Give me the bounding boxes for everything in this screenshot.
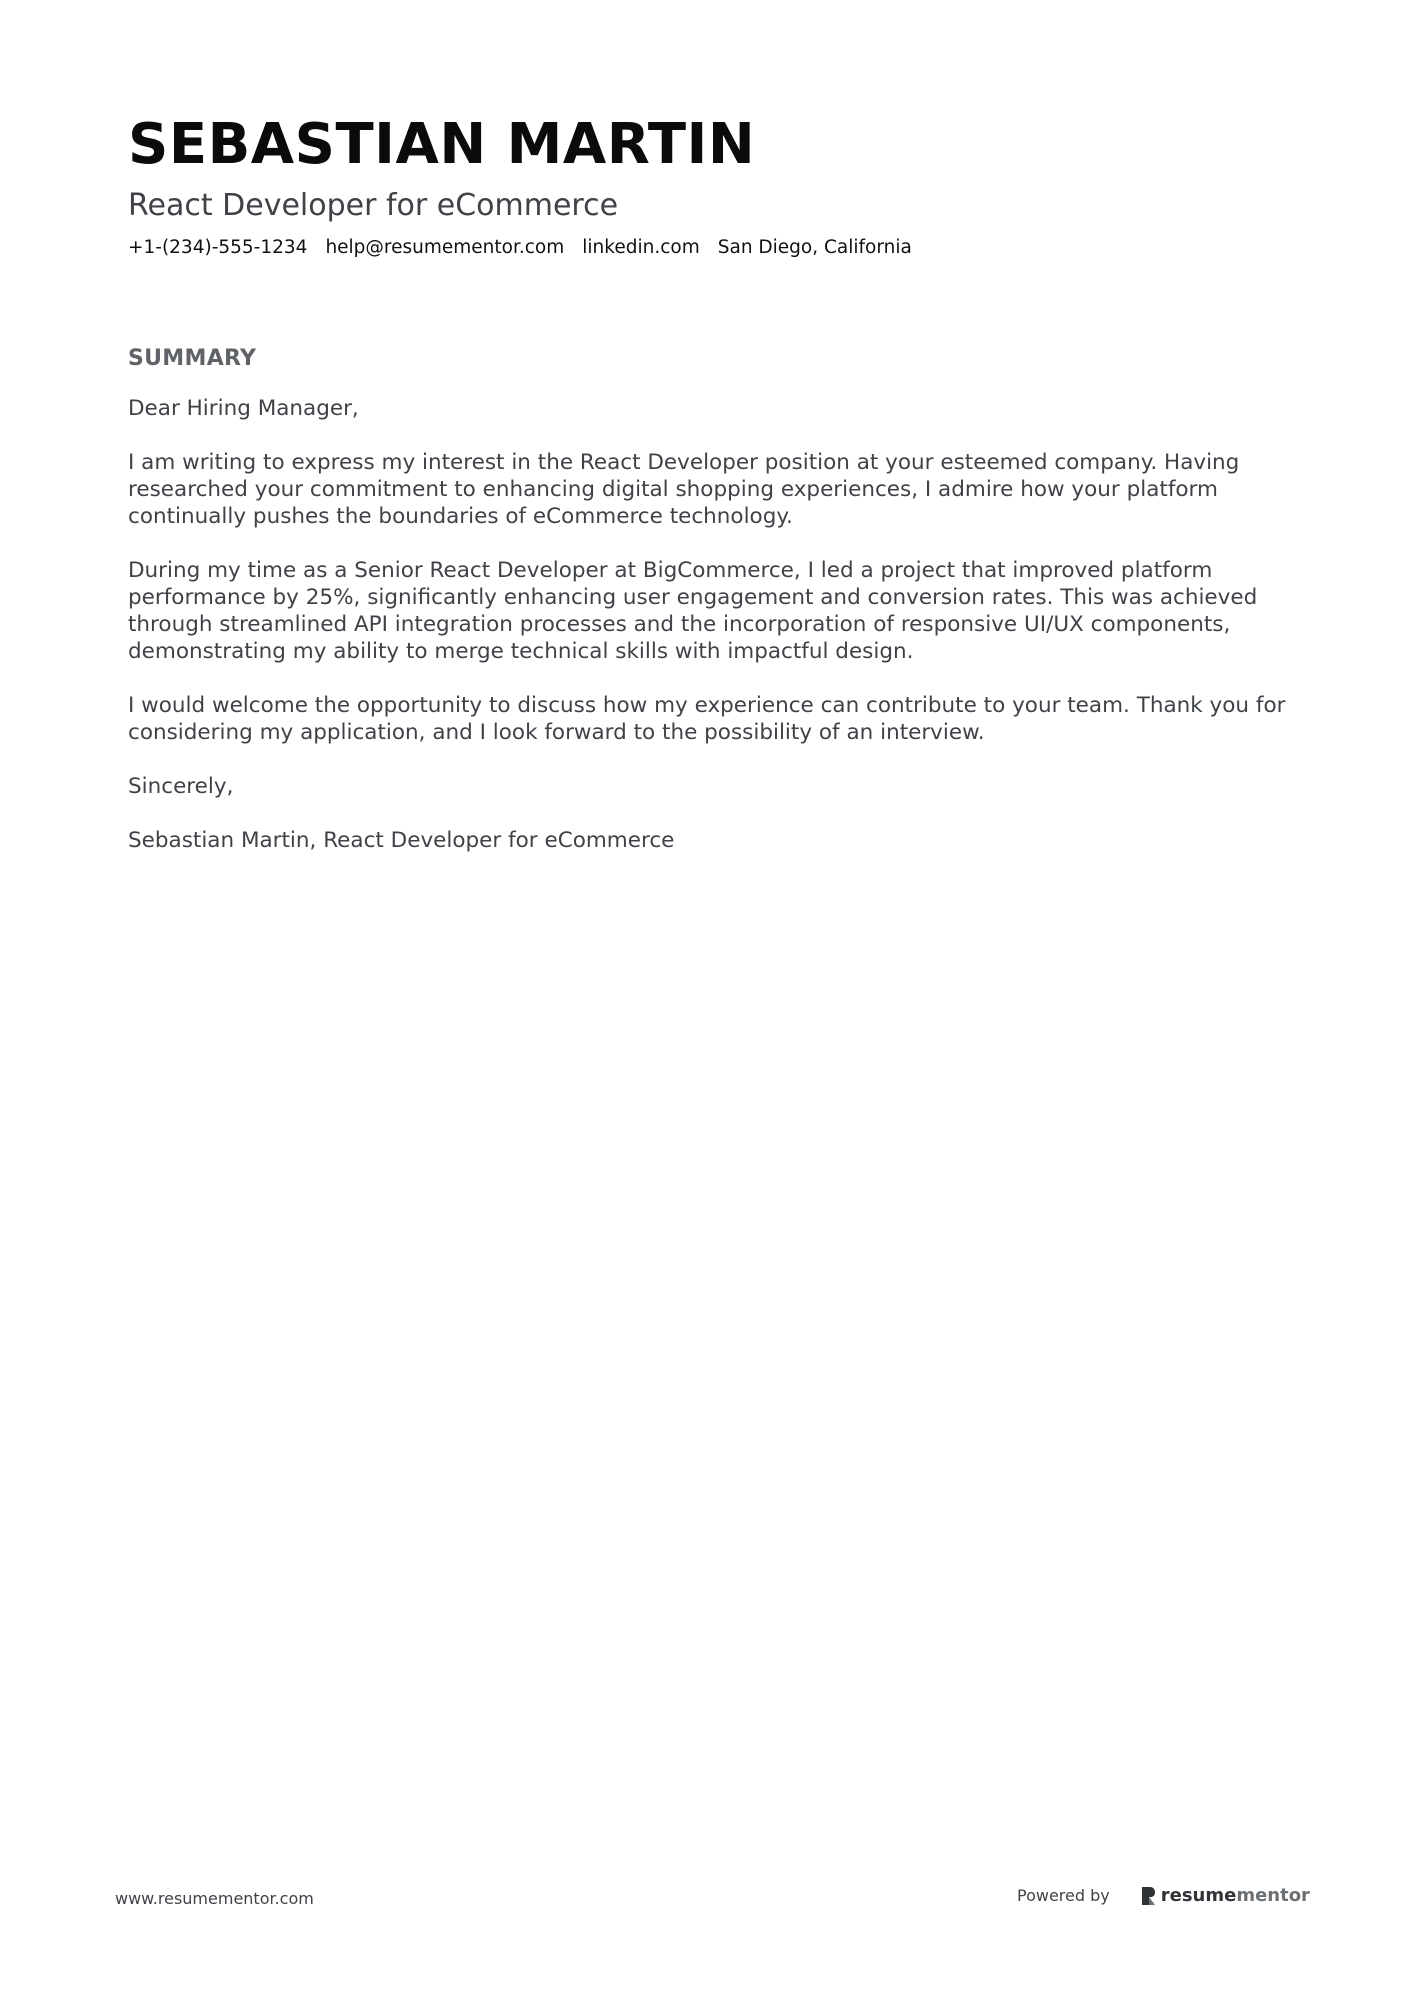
brand-logo[interactable] [1140, 1885, 1310, 1906]
summary-section [128, 343, 1288, 881]
brand-name-part1: resume [1160, 1885, 1237, 1906]
letter-closing: Sincerely, [128, 774, 234, 799]
letter-paragraph: I am writing to express my interest in the React Developer position at your esteemed company. Having researched your commitment to enhancing digital shopping experiences, I admire how your platform continually pushes the boundaries of eCommerce technology. [128, 450, 1240, 529]
contact-info [128, 234, 1278, 262]
letter-body [128, 395, 1288, 854]
section-title: SUMMARY [128, 346, 257, 371]
letter-paragraph: I would welcome the opportunity to discuss how my experience can contribute to your team. Thank you for considering my application, and I look forward to the possibility of an interview. [128, 693, 1286, 745]
candidate-role: React Developer for eCommerce [128, 188, 619, 223]
contact-email: help@resumementor.com [325, 237, 565, 258]
letter-paragraph: During my time as a Senior React Developer at BigCommerce, I led a project that improved platform performance by 25%, significantly enhancing user engagement and conversion rates. This was achieved through streamlined API integration processes and the incorporation of responsive UI/UX components, demonstrating my ability to merge technical skills with impactful design. [128, 558, 1258, 664]
letter-signature: Sebastian Martin, React Developer for eCommerce [128, 828, 675, 853]
footer-branding [1017, 1885, 1310, 1906]
contact-phone: +1-(234)-555-1234 [128, 237, 308, 258]
footer-website[interactable]: www.resumementor.com [115, 1889, 314, 1908]
resumementor-logo-icon [1140, 1886, 1156, 1906]
contact-linkedin: linkedin.com [582, 237, 700, 258]
brand-name-part2: mentor [1236, 1885, 1310, 1906]
candidate-name: SEBASTIAN MARTIN [128, 112, 756, 177]
letter-greeting: Dear Hiring Manager, [128, 396, 359, 421]
header [128, 110, 1278, 262]
contact-location: San Diego, California [717, 237, 912, 258]
powered-by-label: Powered by [1017, 1886, 1110, 1905]
